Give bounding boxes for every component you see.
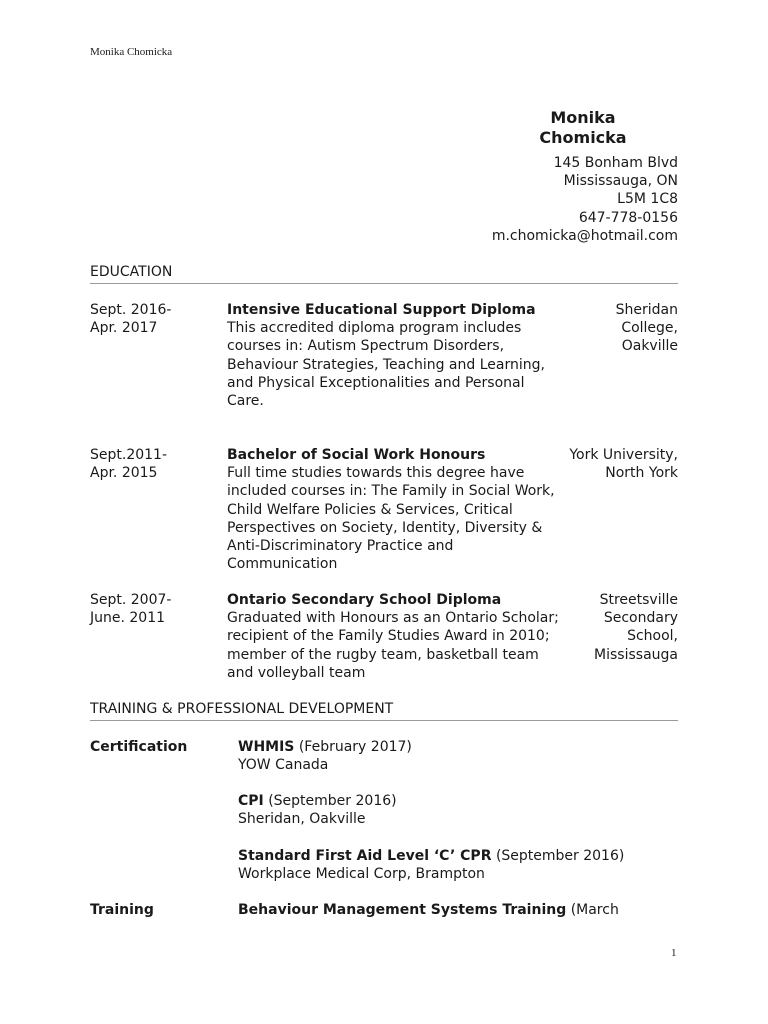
certification-item [238, 847, 678, 883]
certification-name: CPI [238, 793, 264, 809]
address-line-1: 145 Bonham Blvd [553, 155, 678, 171]
address-line-2: Mississauga, ON [563, 173, 678, 190]
education-description: This accredited diploma program includes courses in: Autism Spectrum Disorders, Behaviour Strategies, Teaching and Learning, and Physical Exceptionalities and Personal Care. [227, 320, 545, 410]
education-heading: EDUCATION [90, 263, 678, 284]
education-date: Sept. 2007- June. 2011 [90, 592, 172, 627]
certification-name: WHMIS [238, 739, 295, 755]
training-label: Training [90, 902, 154, 918]
postal-code: L5M 1C8 [617, 191, 678, 208]
applicant-name: Monika Chomicka [539, 108, 627, 147]
education-description: Graduated with Honours as an Ontario Scholar; recipient of the Family Studies Award in 2010; member of the rugby team, basketball team and volleyball team [227, 610, 559, 681]
certification-provider: Workplace Medical Corp, Brampton [238, 866, 485, 883]
education-description: Full time studies towards this degree have included courses in: The Family in Social Work, Child Welfare Policies & Services, Critical Perspectives on Society, Identity, Diversity & Anti-Discriminatory Practice and Communication [227, 465, 555, 573]
certification-date: (September 2016) [268, 793, 397, 809]
contact-block [418, 108, 678, 245]
certification-date: (February 2017) [298, 739, 412, 755]
certification-provider: YOW Canada [238, 757, 329, 774]
education-date: Sept.2011- Apr. 2015 [90, 447, 168, 482]
certification-item [238, 792, 678, 828]
certification-provider: Sheridan, Oakville [238, 811, 366, 828]
phone-number: 647-778-0156 [578, 209, 678, 226]
training-heading: TRAINING & PROFESSIONAL DEVELOPMENT [90, 700, 678, 721]
education-institution: Sheridan College, Oakville [615, 302, 678, 355]
certification-name: Standard First Aid Level ‘C’ CPR [238, 848, 492, 864]
training-item [238, 901, 678, 919]
training-date: (March [570, 902, 619, 918]
running-header: Monika Chomicka [90, 46, 173, 58]
email-address: m.chomicka@hotmail.com [491, 227, 678, 244]
education-degree: Intensive Educational Support Diploma [227, 302, 536, 318]
certification-date: (September 2016) [495, 848, 625, 864]
education-institution: York University, North York [569, 447, 678, 482]
education-institution: Streetsville Secondary School, Mississauga [594, 592, 678, 663]
certification-item [238, 738, 678, 774]
education-date: Sept. 2016- Apr. 2017 [90, 302, 172, 337]
education-degree: Ontario Secondary School Diploma [227, 592, 502, 608]
certification-label: Certification [90, 739, 188, 755]
training-name: Behaviour Management Systems Training [238, 902, 567, 918]
education-degree: Bachelor of Social Work Honours [227, 447, 486, 463]
page-number: 1 [671, 947, 677, 959]
